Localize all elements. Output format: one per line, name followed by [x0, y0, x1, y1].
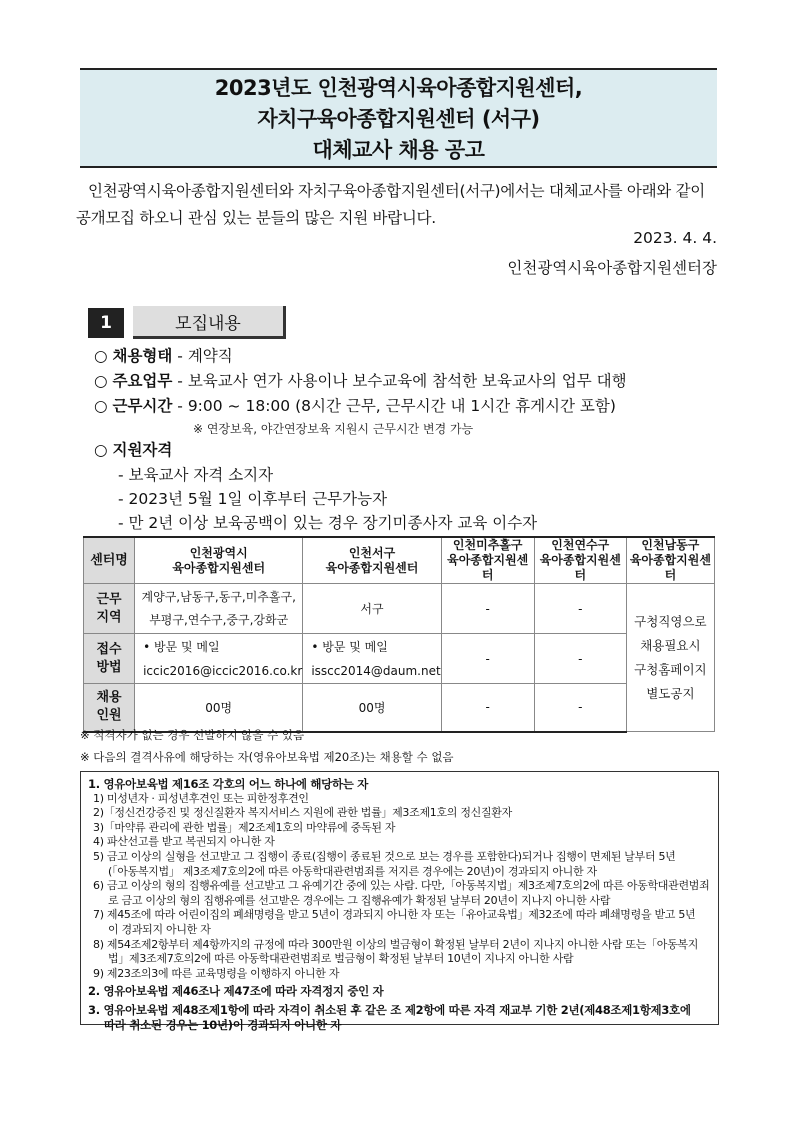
count-center-4: - [534, 684, 626, 732]
email-center-2: isscc2014@daum.net [311, 663, 441, 678]
item-text: - 보육교사 연가 사용이나 보수교육에 참석한 보육교사의 업무 대행 [172, 372, 627, 390]
circle-bullet-icon: ○ [94, 397, 108, 415]
disqual-item-cont: 법」제3조제7호의2에 따른 아동학대관련범죄로 벌금형이 확정된 날부터 10년이 지나지 아니한 사람 [108, 952, 574, 966]
count-center-2: 00명 [303, 684, 441, 732]
header-center-2: 인천서구 육아종합지원센터 [303, 537, 441, 584]
announcement-date: 2023. 4. 4. [633, 229, 717, 247]
disqual-item: 5) 금고 이상의 실형을 선고받고 그 집행이 종료(집행이 종료된 것으로 보는 경우를 포함한다)되거나 집행이 면제된 날부터 5년 [93, 849, 676, 863]
disqual-item: 8) 제54조제2항부터 제4항까지의 규정에 따라 300만원 이상의 벌금형이 확정된 날부터 2년이 지나지 아니한 사람 또는「아동복지 [93, 937, 699, 951]
item-work-hours [94, 394, 616, 418]
email-center-1: iccic2016@iccic2016.co.kr [143, 663, 303, 678]
item-label: 채용형태 [112, 347, 173, 365]
issuer-name: 인천광역시육아종합지원센터장 [507, 259, 717, 277]
apply-center-1: • 방문 및 메일 iccic2016@iccic2016.co.kr [135, 634, 303, 684]
disqual-item-cont: 이 경과되지 아니한 자 [108, 922, 211, 936]
item-label: 주요업무 [112, 372, 173, 390]
title-line-2: 자치구육아종합지원센터 (서구) [257, 107, 540, 131]
disqual-item-cont: (「아동복지법」 제3조제7호의2에 따른 아동학대관련범죄를 저지른 경우에는 20년)이 경과되지 아니한 자 [108, 864, 597, 878]
section-title: 모집내용 [133, 306, 286, 339]
apply-center-2: • 방문 및 메일 isscc2014@daum.net [303, 634, 441, 684]
circle-bullet-icon: ○ [94, 372, 108, 390]
disqual-item: 1) 미성년자 · 피성년후견인 또는 피한정후견인 [93, 791, 309, 805]
header-center-5: 인천남동구 육아종합지원센터 [626, 537, 714, 584]
item-employment-type [94, 344, 233, 368]
disqual-item: 3)「마약류 관리에 관한 법률」제2조제1호의 마약류에 중독된 자 [93, 820, 396, 834]
disqual-item: 6) 금고 이상의 형의 집행유예를 선고받고 그 유예기간 중에 있는 사람. 다만,「아동복지법」제3조제7호의2에 따른 아동학대관련범죄 [93, 879, 710, 893]
hours-note: ※ 연장보육, 야간연장보육 지원시 근무시간 변경 가능 [193, 422, 474, 436]
row-label-count: 채용 인원 [84, 684, 135, 732]
namdong-note: 구청직영으로 채용필요시 구청홈페이지 별도공지 [626, 584, 714, 732]
disqualification-box [80, 771, 719, 1032]
item-text: - 9:00 ~ 18:00 (8시간 근무, 근무시간 내 1시간 휴게시간 포함) [172, 397, 616, 415]
disqual-heading-3: 3. 영유아보육법 제48조제1항에 따라 자격이 취소된 후 같은 조 제2항에 따른 자격 재교부 기한 2년(제48조제1항제3호에 [88, 1002, 691, 1017]
recruitment-table [83, 536, 715, 733]
count-center-3: - [441, 684, 534, 732]
qualification-1: - 보육교사 자격 소지자 [118, 466, 274, 484]
item-main-duty [94, 369, 627, 393]
qualification-3: - 만 2년 이상 보육공백이 있는 경우 장기미종사자 교육 이수자 [118, 514, 538, 532]
title-line-1: 2023년도 인천광역시육아종합지원센터, [214, 76, 583, 100]
disqual-item: 7) 제45조에 따라 어린이집의 폐쇄명령을 받고 5년이 경과되지 아니한 자 또는「유아교육법」제32조에 따라 폐쇄명령을 받고 5년 [93, 908, 696, 922]
header-cell: 센터명 [84, 537, 135, 584]
area-center-4: - [534, 584, 626, 634]
disqual-item: 2)「정신건강증진 및 정신질환자 복지서비스 지원에 관한 법률」제3조제1호의 정신질환자 [93, 806, 512, 820]
table-row-count [84, 684, 715, 732]
disqual-item: 9) 제23조의3에 따른 교육명령을 이행하지 아니한 자 [93, 966, 340, 980]
area-center-2: 서구 [303, 584, 441, 634]
table-row-area [84, 584, 715, 634]
table-row-apply [84, 634, 715, 684]
header-center-4: 인천연수구 육아종합지원센터 [534, 537, 626, 584]
count-center-1: 00명 [135, 684, 303, 732]
area-center-3: - [441, 584, 534, 634]
qualification-2: - 2023년 5월 1일 이후부터 근무가능자 [118, 490, 388, 508]
item-text: - 계약직 [172, 347, 233, 365]
table-header-row [84, 537, 715, 584]
circle-bullet-icon: ○ [94, 347, 108, 365]
note-2: ※ 다음의 결격사유에 해당하는 자(영유아보육법 제20조)는 채용할 수 없음 [80, 750, 454, 764]
apply-center-4: - [534, 634, 626, 684]
area-center-1: 계양구,남동구,동구,미추홀구, 부평구,연수구,중구,강화군 [135, 584, 303, 634]
note-1: ※ 적격자가 없는 경우 선발하지 않을 수 있음 [80, 728, 305, 742]
header-center-3: 인천미추홀구 육아종합지원센터 [441, 537, 534, 584]
disqual-item-cont: 로 금고 이상의 형의 집행유예를 선고받은 경우에는 그 집행유예가 확정된 날부터 20년이 지나지 아니한 사람 [108, 893, 611, 907]
disqual-item: 4) 파산선고를 받고 복권되지 아니한 자 [93, 835, 275, 849]
circle-bullet-icon: ○ [94, 441, 108, 459]
title-line-3: 대체교사 채용 공고 [312, 138, 485, 162]
item-label: 지원자격 [112, 441, 173, 459]
item-qualification [94, 438, 172, 462]
intro-paragraph: 인천광역시육아종합지원센터와 자치구육아종합지원센터(서구)에서는 대체교사를 아래와 같이 공개모집 하오니 관심 있는 분들의 많은 지원 바랍니다. [76, 182, 705, 227]
item-label: 근무시간 [112, 397, 173, 415]
apply-center-3: - [441, 634, 534, 684]
section-number: 1 [88, 308, 124, 338]
header-center-1: 인천광역시 육아종합지원센터 [135, 537, 303, 584]
row-label-area: 근무 지역 [84, 584, 135, 634]
disqual-heading-1: 1. 영유아보육법 제16조 각호의 어느 하나에 해당하는 자 [88, 777, 369, 791]
disqual-heading-3-cont: 따라 취소된 경우는 10년)이 경과되지 아니한 자 [104, 1017, 342, 1032]
disqual-heading-2: 2. 영유아보육법 제46조나 제47조에 따라 자격정지 중인 자 [88, 984, 384, 999]
row-label-apply: 접수 방법 [84, 634, 135, 684]
title-box [80, 68, 717, 168]
